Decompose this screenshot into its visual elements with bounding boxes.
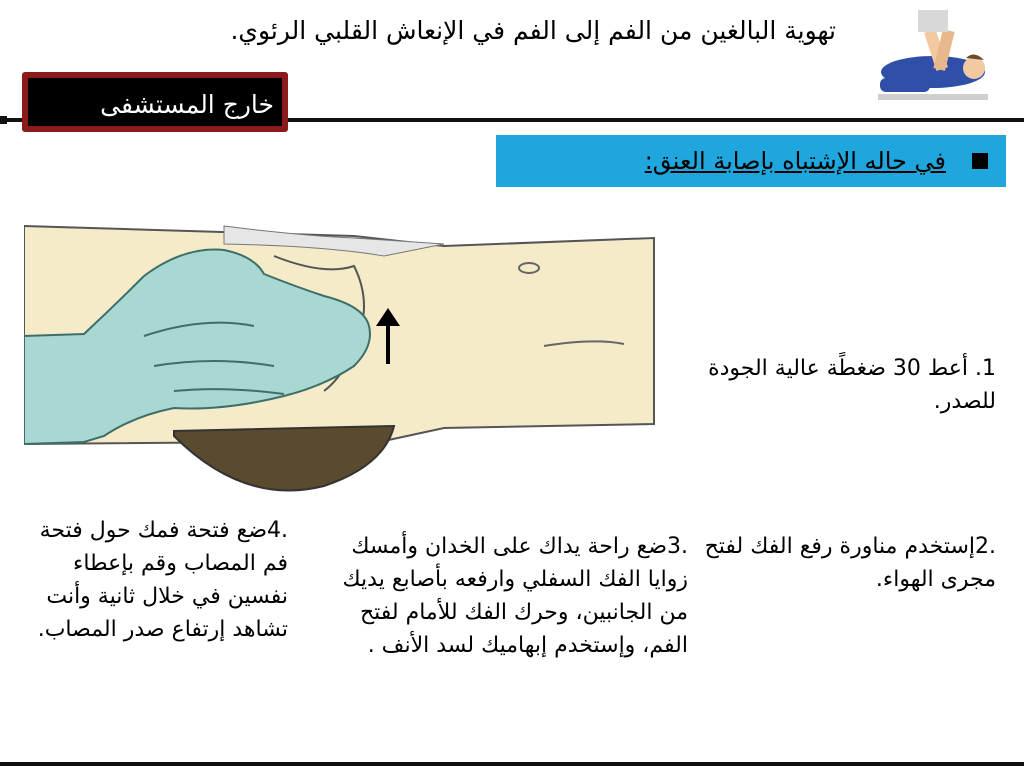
step-1-text: 1. أعط 30 ضغطًة عالية الجودة للصدر. [708,356,996,414]
cpr-chest-compression-icon [878,10,988,110]
step-2-text: .2إستخدم مناورة رفع الفك لفتح مجرى الهواء. [704,534,996,592]
location-label: خارج المستشفى [28,78,282,126]
jaw-thrust-illustration [24,216,658,498]
condition-text: في حاله الإشتباه بإصابة العنق: [644,147,946,175]
step-3-text: .3ضع راحة يداك على الخدان وأمسك زوايا الفك السفلي وارفعه بأصابع يديك من الجانبين، وحرك الفك للأمام لفتح الفم، وإستخدم إبهاميك لسد الأنف . [342,534,688,658]
slide-title: تهوية البالغين من الفم إلى الفم في الإنعاش القلبي الرئوي. [230,16,836,45]
step-4-text: .4ضع فتحة فمك حول فتحة فم المصاب وقم بإعطاء نفسين في خلال ثانية وأنت تشاهد إرتفاع صدر المصاب. [37,518,288,642]
location-badge [22,72,288,132]
condition-banner [496,135,1006,187]
bottom-divider [0,762,1024,766]
square-bullet-icon [972,153,988,169]
